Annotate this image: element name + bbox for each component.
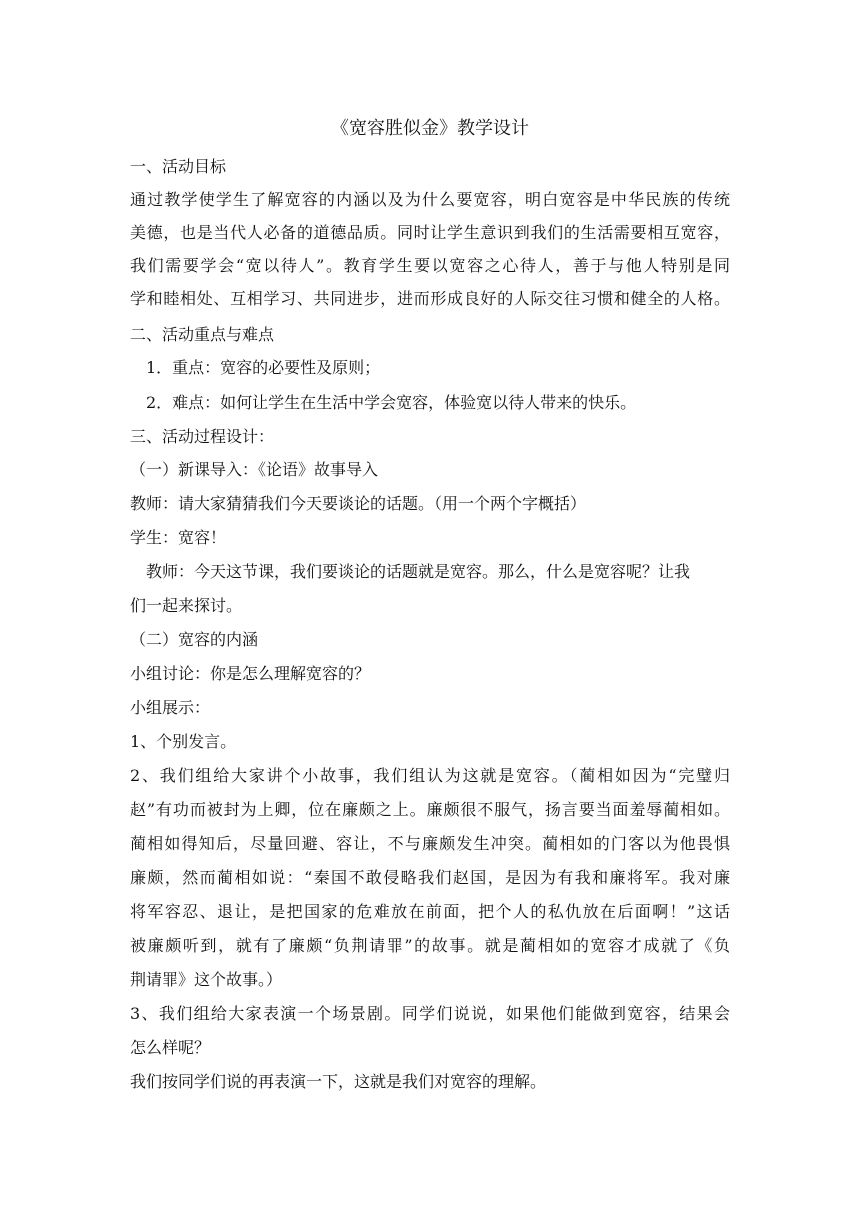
list-item: 1．重点：宽容的必要性及原则； bbox=[146, 358, 381, 377]
paragraph-line: 廉颇，然而蔺相如说：“秦国不敢侵略我们赵国，是因为有我和廉将军。我对廉 bbox=[130, 868, 730, 887]
paragraph-line: 通过教学使学生了解宽容的内涵以及为什么要宽容，明白宽容是中华民族的传统 bbox=[130, 190, 730, 209]
paragraph-line: 教师：今天这节课，我们要谈论的话题就是宽容。那么，什么是宽容呢？让我 bbox=[146, 562, 691, 581]
paragraph-line: 美德，也是当代人必备的道德品质。同时让学生意识到我们的生活需要相互宽容， bbox=[130, 223, 730, 242]
heading-objectives: 一、活动目标 bbox=[130, 157, 227, 176]
paragraph-line: 2、我们组给大家讲个小故事，我们组认为这就是宽容。（蔺相如因为“完璧归 bbox=[130, 766, 730, 785]
subheading-intro: （一）新课导入：《论语》故事导入 bbox=[130, 460, 379, 479]
paragraph-line: 怎么样呢？ bbox=[130, 1038, 211, 1057]
document-title: 《宽容胜似金》教学设计 bbox=[331, 118, 529, 139]
paragraph-line: 被廉颇听到，就有了廉颇“负荆请罪”的故事。就是蔺相如的宽容才成就了《负 bbox=[130, 936, 730, 955]
paragraph-line: 教师：请大家猜猜我们今天要谈论的话题。（用一个两个字概括） bbox=[130, 494, 587, 513]
paragraph-line: 小组讨论：你是怎么理解宽容的？ bbox=[130, 664, 371, 683]
paragraph-line: 将军容忍、退让，是把国家的危难放在前面，把个人的私仇放在后面啊！”这话 bbox=[130, 902, 730, 921]
paragraph-line: 学和睦相处、互相学习、共同进步，进而形成良好的人际交往习惯和健全的人格。 bbox=[130, 289, 730, 308]
subheading-meaning: （二）宽容的内涵 bbox=[130, 630, 259, 649]
paragraph-line: 3、我们组给大家表演一个场景剧。同学们说说，如果他们能做到宽容，结果会 bbox=[130, 1004, 730, 1023]
heading-process: 三、活动过程设计： bbox=[130, 427, 275, 446]
paragraph-line: 学生：宽容！ bbox=[130, 528, 227, 547]
paragraph-line: 荆请罪》这个故事。） bbox=[130, 970, 283, 989]
paragraph-line: 我们需要学会“宽以待人”。教育学生要以宽容之心待人，善于与他人特别是同 bbox=[130, 256, 730, 275]
paragraph-line: 小组展示： bbox=[130, 698, 211, 717]
list-item: 2．难点：如何让学生在生活中学会宽容，体验宽以待人带来的快乐。 bbox=[146, 393, 637, 412]
list-item: 1、个别发言。 bbox=[130, 732, 237, 751]
paragraph-line: 们一起来探讨。 bbox=[130, 596, 243, 615]
paragraph-line: 我们按同学们说的再表演一下，这就是我们对宽容的理解。 bbox=[130, 1072, 547, 1091]
heading-key-points: 二、活动重点与难点 bbox=[130, 325, 275, 344]
paragraph-line: 蔺相如得知后，尽量回避、容让，不与廉颇发生冲突。蔺相如的门客以为他畏惧 bbox=[130, 834, 730, 853]
paragraph-line: 赵”有功而被封为上卿，位在廉颇之上。廉颇很不服气，扬言要当面羞辱蔺相如。 bbox=[130, 800, 730, 819]
